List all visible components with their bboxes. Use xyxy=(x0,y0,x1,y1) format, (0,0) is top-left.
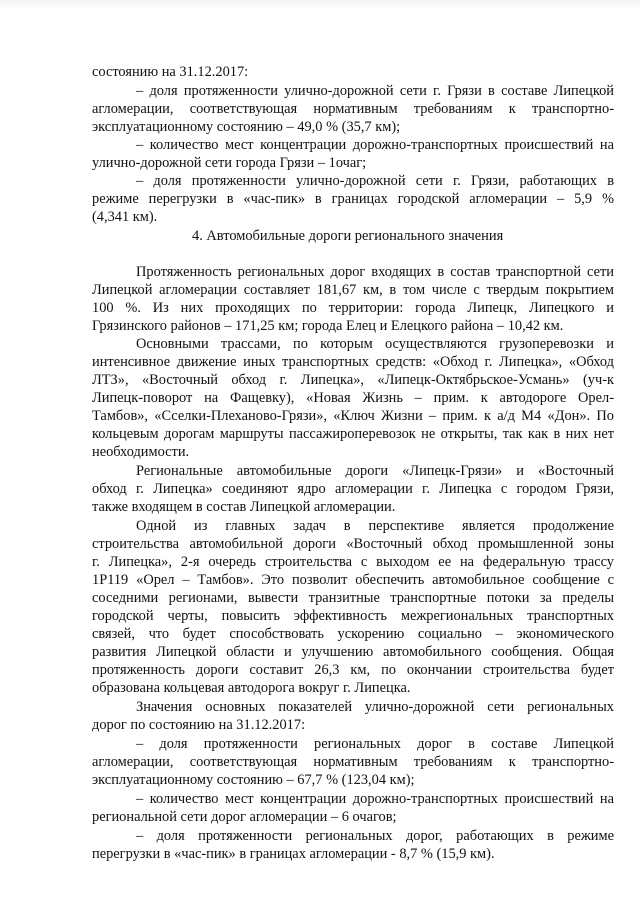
text-line: городской черты, повысить эффективность межрегиональных транспортных xyxy=(92,608,614,624)
text-line: протяженность дороги составит 26,3 км, по окончании строительства будет xyxy=(92,662,614,678)
text-line: строительства автомобильной дороги «Восточный обход промышленной зоны xyxy=(92,536,614,552)
text-line: Одной из главных задач в перспективе является продолжение xyxy=(136,518,614,534)
text-line: дорог по состоянию на 31.12.2017: xyxy=(92,717,306,733)
text-line: эксплуатационному состоянию – 67,7 % (123,04 км); xyxy=(92,772,415,788)
text-line: Липецкой агломерации составляет 181,67 км, в том числе с твердым покрытием xyxy=(92,282,614,298)
text-line: ЛТЗ», «Восточный обход г. Липецка», «Липецк-Октябрьское-Усмань» (уч-к xyxy=(92,372,614,388)
section-heading: 4. Автомобильные дороги регионального значения xyxy=(192,228,504,244)
text-line: – доля протяженности региональных дорог, работающих в режиме xyxy=(136,828,614,844)
text-line: Региональные автомобильные дороги «Липецк-Грязи» и «Восточный xyxy=(136,463,614,479)
text-line: интенсивное движение иных транспортных средств: «Обход г. Липецка», «Обход xyxy=(92,354,614,370)
text-line: эксплуатационному состоянию – 49,0 % (35,7 км); xyxy=(92,119,401,135)
text-line: также входящем в состав Липецкой агломерации. xyxy=(92,499,396,515)
text-line: – доля протяженности улично-дорожной сети г. Грязи в составе Липецкой xyxy=(136,83,614,99)
text-line: агломерации, соответствующая нормативным требованиям к транспортно- xyxy=(92,754,614,770)
scan-top-edge xyxy=(0,0,640,10)
text-line: Тамбов», «Сселки-Плеханово-Грязи», «Ключ Жизни – прим. к а/д М4 «Дон». По xyxy=(92,408,614,424)
text-line: перегрузки в «час-пик» в границах агломерации - 8,7 % (15,9 км). xyxy=(92,846,495,862)
text-line: – количество мест концентрации дорожно-транспортных происшествий на xyxy=(136,791,614,807)
text-line: Грязинского районов – 171,25 км; города Елец и Елецкого района – 10,42 км. xyxy=(92,318,564,334)
text-line: соседними регионами, вывести транзитные транспортные потоки за пределы xyxy=(92,590,614,606)
text-line: развития Липецкой области и улучшению автомобильного сообщения. Общая xyxy=(92,644,614,660)
text-line: (4,341 км). xyxy=(92,209,158,225)
text-line: – доля протяженности улично-дорожной сети г. Грязи, работающих в xyxy=(136,173,614,189)
text-line: – доля протяженности региональных дорог в составе Липецкой xyxy=(136,736,614,752)
text-line: связей, что будет способствовать ускорению социально – экономического xyxy=(92,626,614,642)
text-line: Липецк-поворот на Фащевку), «Новая Жизнь – прим. к автодороге Орел- xyxy=(92,390,614,406)
text-line: Протяженность региональных дорог входящих в состав транспортной сети xyxy=(136,264,614,280)
text-line: – количество мест концентрации дорожно-транспортных происшествий на xyxy=(136,137,614,153)
text-line: режиме перегрузки в «час-пик» в границах городской агломерации – 5,9 % xyxy=(92,191,614,207)
text-line: образована кольцевая автодорога вокруг г. Липецка. xyxy=(92,680,411,696)
text-line: 100 %. Из них проходящих по территории: города Липецк, Липецкого и xyxy=(92,300,614,316)
text-line: состоянию на 31.12.2017: xyxy=(92,64,249,80)
text-line: Значения основных показателей улично-дорожной сети региональных xyxy=(136,699,614,715)
text-line: г. Липецка», 2-я очередь строительства с выходом ее на федеральную трассу xyxy=(92,554,614,570)
text-line: агломерации, соответствующая нормативным требованиям к транспортно- xyxy=(92,101,614,117)
text-line: необходимости. xyxy=(92,444,190,460)
text-line: Основными трассами, по которым осуществляются грузоперевозки и xyxy=(136,336,614,352)
text-line: улично-дорожной сети города Грязи – 1очаг; xyxy=(92,155,367,171)
text-line: кольцевым дорогам маршруты пассажироперевозок не открыты, так как в них нет xyxy=(92,426,614,442)
text-line: региональной сети дорог агломерации – 6 очагов; xyxy=(92,809,397,825)
text-line: обход г. Липецка» соединяют ядро агломерации г. Липецка с городом Грязи, xyxy=(92,481,614,497)
text-line: 1Р119 «Орел – Тамбов». Это позволит обеспечить автомобильное сообщение с xyxy=(92,572,614,588)
